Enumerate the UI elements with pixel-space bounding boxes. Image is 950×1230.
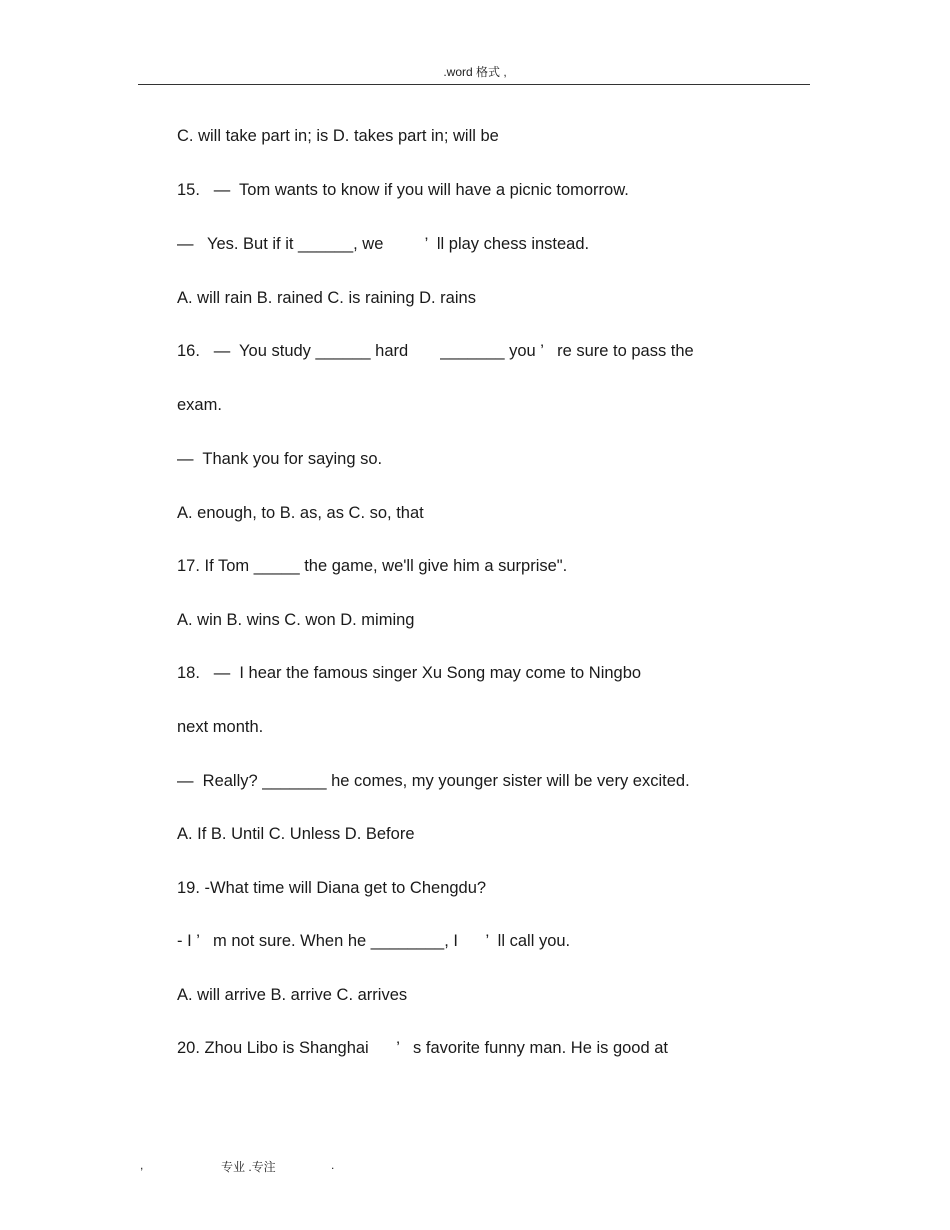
text-line-answer-19: - I ’ m not sure. When he ________, I ’ ll call you. xyxy=(177,932,571,950)
text-line-question-15: 15. — Tom wants to know if you will have a picnic tomorrow. xyxy=(177,181,629,199)
text-line-options-14: C. will take part in; is D. takes part in; will be xyxy=(177,127,499,145)
text-line-answer-15: — Yes. But if it ______, we ’ ll play chess instead. xyxy=(177,235,590,253)
text-line-question-20: 20. Zhou Libo is Shanghai ’ s favorite funny man. He is good at xyxy=(177,1039,669,1057)
text-line-question-17: 17. If Tom _____ the game, we'll give him a surprise". xyxy=(177,557,568,575)
text-line-answer-16: — Thank you for saying so. xyxy=(177,450,383,468)
footer-left: , xyxy=(140,1158,144,1172)
text-line-options-17: A. win B. wins C. won D. miming xyxy=(177,611,415,629)
text-line-question-18-cont: next month. xyxy=(177,718,264,736)
text-line-question-18: 18. — I hear the famous singer Xu Song may come to Ningbo xyxy=(177,664,642,682)
text-line-options-19: A. will arrive B. arrive C. arrives xyxy=(177,986,408,1004)
text-line-options-15: A. will rain B. rained C. is raining D. rains xyxy=(177,289,476,307)
footer-center: 专业 .专注 xyxy=(221,1160,276,1174)
text-line-question-16-cont: exam. xyxy=(177,396,222,414)
text-line-options-18: A. If B. Until C. Unless D. Before xyxy=(177,825,415,843)
text-line-options-16: A. enough, to B. as, as C. so, that xyxy=(177,504,424,522)
footer-right: . xyxy=(331,1158,335,1172)
header-divider xyxy=(138,84,810,85)
text-line-question-19: 19. -What time will Diana get to Chengdu? xyxy=(177,879,487,897)
text-line-answer-18: — Really? _______ he comes, my younger sister will be very excited. xyxy=(177,772,690,790)
header-title: .word 格式 , xyxy=(443,65,507,79)
text-line-question-16: 16. — You study ______ hard _______ you ’ re sure to pass the xyxy=(177,342,694,360)
